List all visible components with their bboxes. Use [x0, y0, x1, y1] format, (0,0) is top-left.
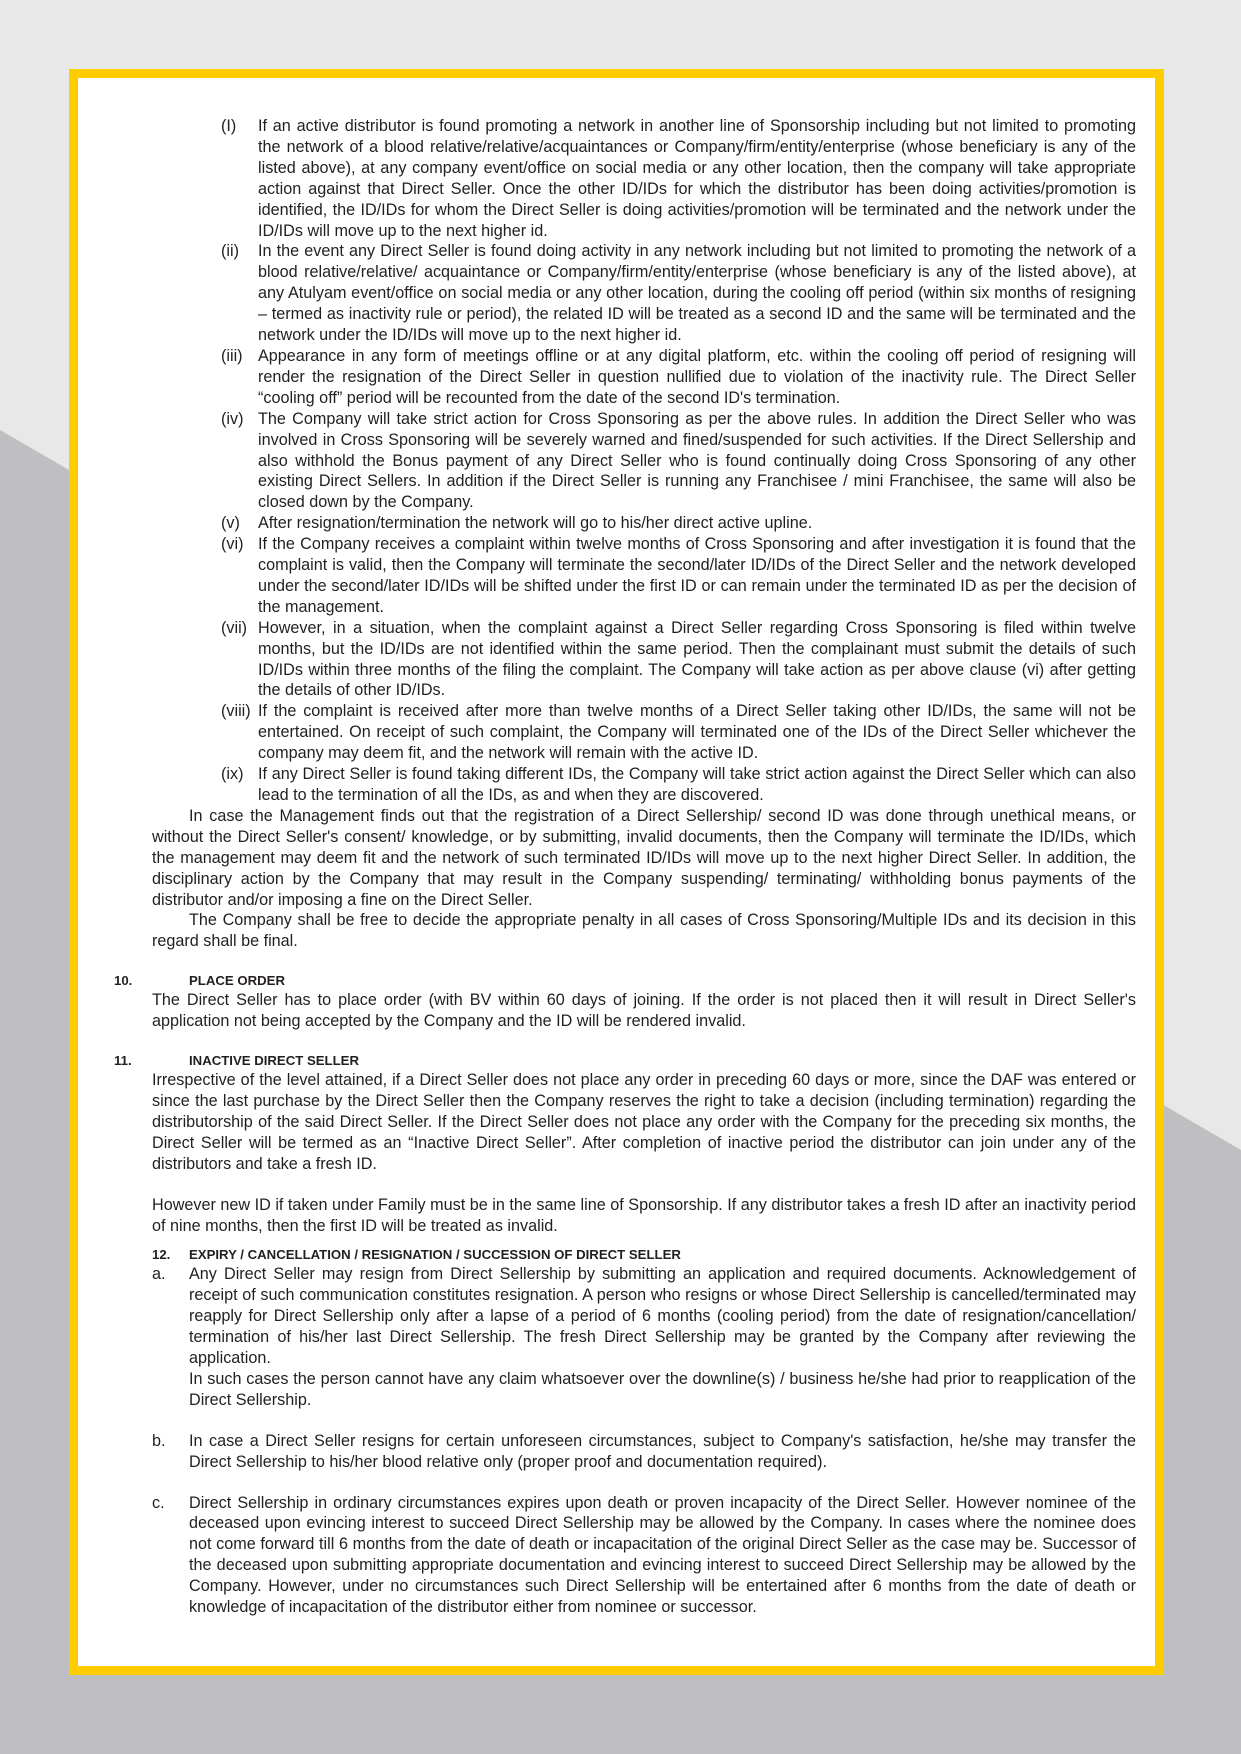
clause-list [114, 116, 1136, 806]
clause-label: (vii) [221, 618, 248, 637]
sub-clause-label: a. [152, 1265, 166, 1284]
clause-item [152, 534, 1136, 618]
sub-clause-text: Any Direct Seller may resign from Direct Sellership by submitting an application and required documents. Acknowledgement of receipt of such communication constitutes resignation. A person who resigns or whose Direct Sellership is cancelled/terminated may reapply for Direct Sellership only after a lapse of a period of 6 months (cooling period) from the date of resignation/cancellation/ termination of his/her last Direct Sellership. The fresh Direct Sellership may be granted by the Company after reviewing the application. [189, 1265, 1136, 1368]
sub-clause [152, 1264, 1136, 1410]
section-number: 11. [114, 1053, 132, 1069]
clause-item [152, 764, 1136, 806]
clause-label: (I) [221, 117, 237, 135]
clause-label: (viii) [221, 702, 251, 721]
clause-text: In the event any Direct Seller is found doing activity in any network including but not limited to promoting the network of a blood relative/relative/ acquaintance or Company/firm/entity/enterprise (whose beneficiary is any of the listed above), at any Atulyam event/office on social media or any other location, during the cooling off period (within six months of resigning – termed as inactivity rule or period), the related ID will be treated as a second ID and the same will be terminated and the network under the ID/IDs will move up to the next higher id. [258, 242, 1136, 345]
clause-text: Appearance in any form of meetings offline or at any digital platform, etc. within the cooling off period of resigning will render the resignation of the Direct Seller in question nullified due to violation of the inactivity rule. The Direct Seller “cooling off” period will be recounted from the date of the second ID's termination. [258, 346, 1136, 407]
document-page [69, 69, 1164, 1675]
clause-text: If any Direct Seller is found taking different IDs, the Company will take strict action against the Direct Seller which can also lead to the termination of all the IDs, as and when they are discovered. [258, 765, 1136, 804]
section-body: The Direct Seller has to place order (with BV within 60 days of joining. If the order is not placed then it will result in Direct Seller's application not being accepted by the Company and the ID will be rendered invalid. [152, 991, 1136, 1031]
clause-item [152, 701, 1136, 764]
document-content [114, 116, 1136, 1618]
clause-item [152, 409, 1136, 514]
clause-text: The Company will take strict action for Cross Sponsoring as per the above rules. In addition the Direct Seller who was involved in Cross Sponsoring will be severely warned and fined/suspended for such activities. If the Direct Sellership and also withhold the Bonus payment of any Direct Seller who is found continually doing Cross Sponsoring of any other existing Direct Sellers. In addition if the Direct Seller is running any Franchisee / mini Franchisee, the same will also be closed down by the Company. [258, 409, 1136, 512]
clause-item [152, 513, 1136, 534]
section-title: EXPIRY / CANCELLATION / RESIGNATION / SUCCESSION OF DIRECT SELLER [189, 1247, 681, 1263]
clause-item [152, 241, 1136, 346]
section-body: Irrespective of the level attained, if a Direct Seller does not place any order in preceding 60 days or more, since the DAF was entered or since the last purchase by the Direct Seller then the Company reserves the right to take a decision (including termination) regarding the distributorship of the said Direct Seller. If the Direct Seller does not place any order with the Company for the preceding six months, the Direct Seller will be termed as an “Inactive Direct Seller”. After completion of inactive period the distributor can join under any of the distributors and take a fresh ID. [152, 1071, 1136, 1173]
clause-text: If the complaint is received after more than twelve months of a Direct Seller taking other ID/IDs, the same will not be entertained. On receipt of such complaint, the Company will terminated one of the IDs of the Direct Seller whichever the company may deem fit, and the network will remain with the active ID. [258, 702, 1136, 763]
closing-paragraph: In case the Management finds out that the registration of a Direct Sellership/ second ID was done through unethical means, or without the Direct Seller's consent/ knowledge, or by submitting, invalid documents, then the Company will terminate the ID/IDs, which the management may deem fit and the network of such terminated ID/IDs will move up to the next higher Direct Seller. In addition, the disciplinary action by the Company that may result in the Company suspending/ terminating/ withholding bonus payments of the distributor and/or imposing a fine on the Direct Seller. [152, 806, 1136, 909]
clause-label: (vi) [221, 535, 244, 554]
clause-label: (iv) [221, 409, 244, 428]
clause-item [152, 618, 1136, 702]
clause-label: (ii) [221, 242, 239, 261]
section-title: INACTIVE DIRECT SELLER [189, 1053, 359, 1069]
sub-clause [152, 1431, 1136, 1473]
clause-text: However, in a situation, when the complaint against a Direct Seller regarding Cross Sponsoring is filed within twelve months, but the ID/IDs are not identified within the same period. Then the complainant must submit the details of such ID/IDs within three months of the filing the complaint. The Company will take action as per above clause (vi) after getting the details of other ID/IDs. [258, 618, 1136, 700]
section-number: 10. [114, 973, 133, 989]
section-number: 12. [152, 1247, 171, 1263]
sub-clause-label: c. [152, 1493, 165, 1512]
section-heading-inactive-direct-seller [114, 1052, 1136, 1070]
sub-clause-label: b. [152, 1431, 166, 1450]
clause-text: After resignation/termination the network will go to his/her direct active upline. [258, 514, 813, 533]
sub-clause-text: In case a Direct Seller resigns for certain unforeseen circumstances, subject to Company's satisfaction, he/she may transfer the Direct Sellership to his/her blood relative only (proper proof and documentation required). [189, 1431, 1136, 1471]
section-body: However new ID if taken under Family must be in the same line of Sponsorship. If any distributor takes a fresh ID after an inactivity period of nine months, then the first ID will be treated as invalid. [152, 1195, 1136, 1235]
clause-label: (iii) [221, 346, 243, 365]
clause-item [152, 116, 1136, 241]
clause-label: (v) [221, 514, 240, 533]
sub-clause [152, 1493, 1136, 1618]
section-title: PLACE ORDER [189, 973, 285, 989]
sub-clause-text: In such cases the person cannot have any claim whatsoever over the downline(s) / business he/she had prior to reapplication of the Direct Sellership. [189, 1369, 1136, 1409]
section-heading-expiry [114, 1246, 1136, 1264]
section-heading-place-order [114, 972, 1136, 990]
clause-text: If the Company receives a complaint within twelve months of Cross Sponsoring and after investigation it is found that the complaint is valid, then the Company will terminate the second/later ID/IDs of the Direct Seller and the network developed under the second/later ID/IDs will be shifted under the first ID or can remain under the terminated ID as per the decision of the management. [258, 535, 1136, 616]
clause-label: (ix) [221, 765, 244, 784]
clause-text: If an active distributor is found promoting a network in another line of Sponsorship including but not limited to promoting the network of a blood relative/relative/acquaintances or Company/firm/entity/enterprise (whose beneficiary is any of the listed above), at any company event/office on social media or any other location, then the company will take appropriate action against that Direct Seller. Once the other ID/IDs for which the distributor has been doing activities/promotion is identified, the ID/IDs for whom the Direct Seller is doing activities/promotion will be terminated and the network under the ID/IDs will move up to the next higher id. [258, 117, 1136, 240]
clause-item [152, 346, 1136, 409]
sub-clause-text: Direct Sellership in ordinary circumstances expires upon death or proven incapacity of the Direct Seller. However nominee of the deceased upon evincing interest to succeed Direct Sellership may be allowed by the Company. In cases where the nominee does not come forward till 6 months from the date of death or incapacitation of the original Direct Seller as the case may be. Successor of the deceased upon submitting appropriate documentation and evincing interest to succeed Direct Sellership may be allowed by the Company. However, under no circumstances such Direct Sellership will be entertained after 6 months from the date of death or knowledge of incapacitation of the distributor either from nominee or successor. [189, 1493, 1136, 1617]
closing-paragraph: The Company shall be free to decide the appropriate penalty in all cases of Cross Sponsoring/Multiple IDs and its decision in this regard shall be final. [152, 911, 1136, 951]
